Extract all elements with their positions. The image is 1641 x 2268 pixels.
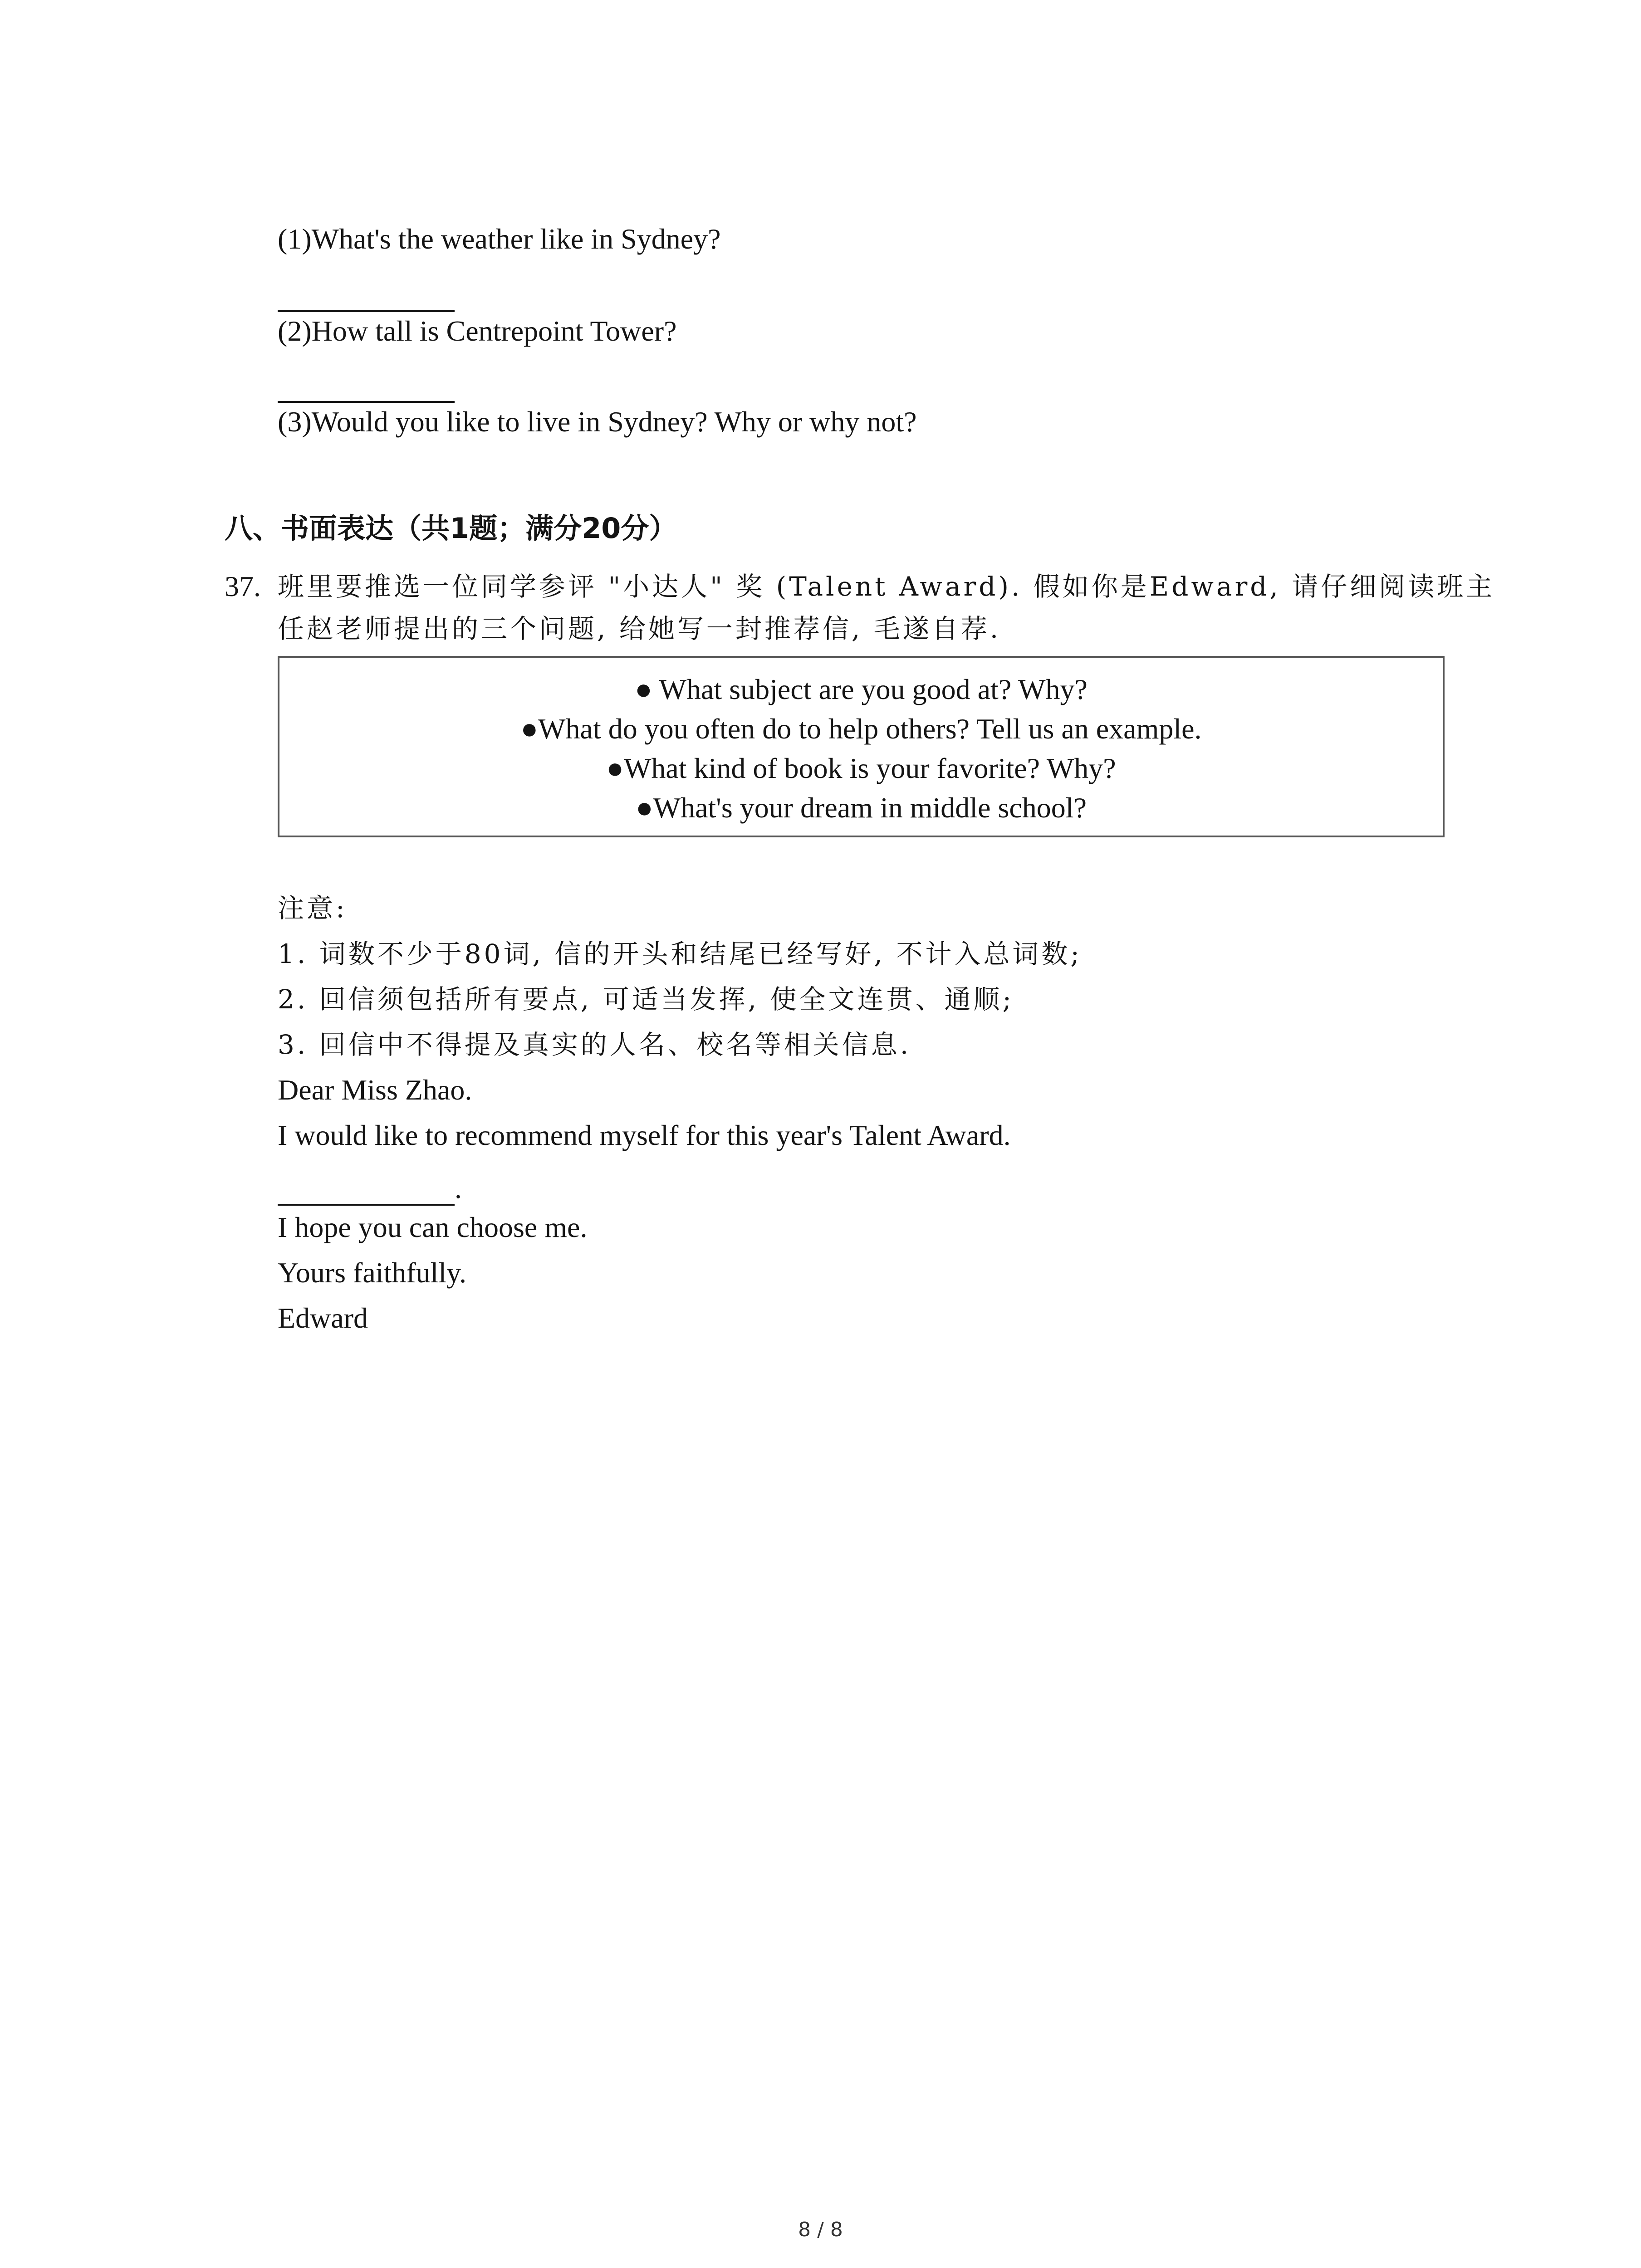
question-2-text: (2)How tall is Centrepoint Tower?	[278, 315, 677, 347]
section-heading: 八、书面表达（共1题；满分20分）	[225, 512, 677, 545]
note-item: 1. 词数不少于80词, 信的开头和结尾已经写好, 不计入总词数;	[278, 938, 1082, 969]
letter-opening: I would like to recommend myself for this year's Talent Award.	[278, 1119, 1011, 1151]
note-item: 2. 回信须包括所有要点, 可适当发挥, 使全文连贯、通顺;	[278, 984, 1014, 1015]
guiding-question-item: ●What do you often do to help others? Tell us an example.	[520, 713, 1202, 745]
question-3-text: (3)Would you like to live in Sydney? Why or why not?	[278, 406, 917, 438]
guiding-question-item: ●What kind of book is your favorite? Why?	[606, 752, 1116, 784]
guiding-question-item: ● What subject are you good at? Why?	[635, 673, 1087, 705]
letter-signature: Edward	[278, 1302, 368, 1334]
question-1-text: (1)What's the weather like in Sydney?	[278, 223, 721, 255]
prompt-line-2: 任赵老师提出的三个问题, 给她写一封推荐信, 毛遂自荐.	[278, 613, 1001, 644]
letter-closing-1: I hope you can choose me.	[278, 1211, 588, 1243]
guiding-question-item: ●What's your dream in middle school?	[636, 792, 1087, 824]
guiding-questions-box	[278, 656, 1445, 837]
question-number: 37.	[225, 570, 261, 602]
answer-blank-1[interactable]	[278, 310, 455, 312]
page-number: 8 / 8	[798, 2218, 843, 2241]
answer-blank-2[interactable]	[278, 401, 455, 403]
letter-body-blank[interactable]	[278, 1204, 455, 1206]
letter-salutation: Dear Miss Zhao.	[278, 1074, 472, 1106]
note-item: 3. 回信中不得提及真实的人名、校名等相关信息.	[278, 1029, 911, 1060]
letter-closing-2: Yours faithfully.	[278, 1256, 467, 1289]
prompt-line-1: 班里要推选一位同学参评 "小达人" 奖 (Talent Award). 假如你是Edward, 请仔细阅读班主	[278, 571, 1495, 602]
letter-blank-period: .	[455, 1172, 462, 1204]
notes-title: 注意:	[278, 893, 348, 924]
